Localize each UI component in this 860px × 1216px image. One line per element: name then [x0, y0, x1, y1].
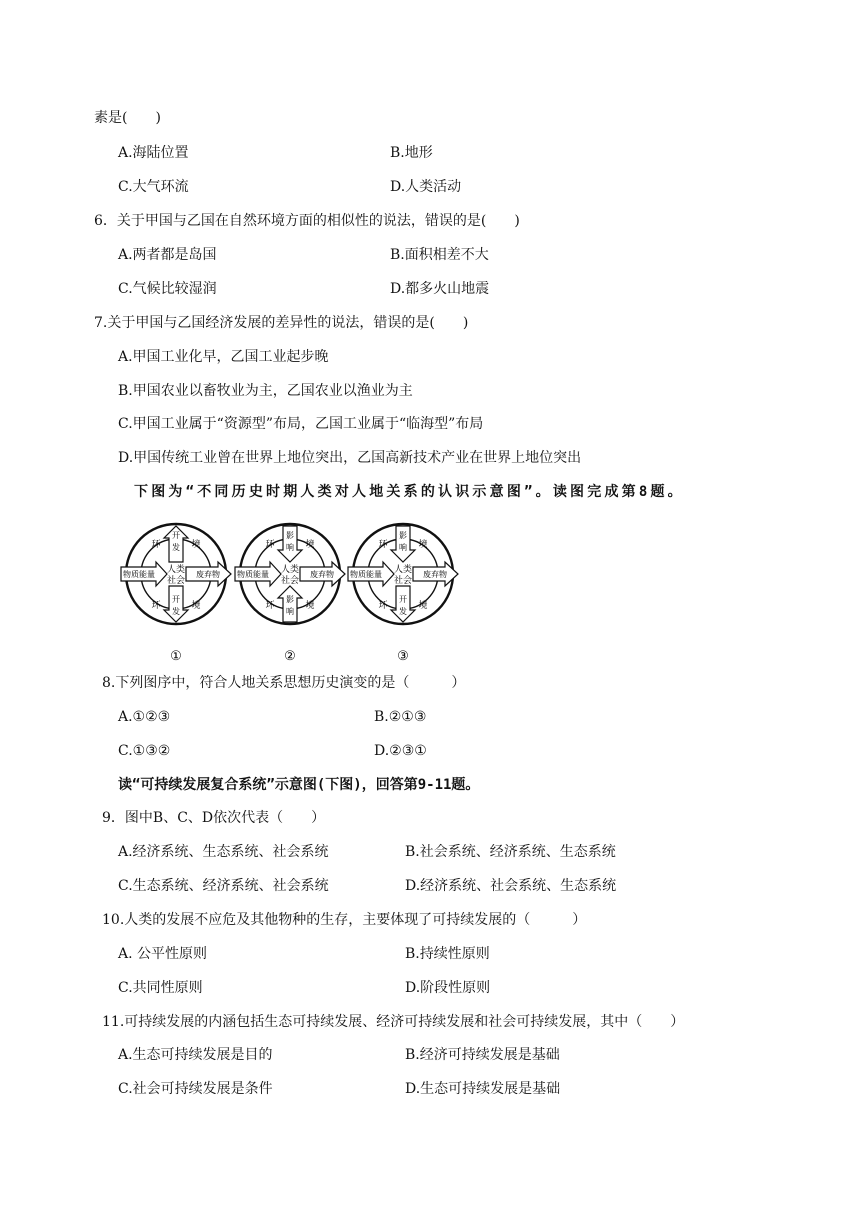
svg-text:境: 境 [418, 540, 428, 550]
svg-text:响: 响 [399, 543, 407, 552]
d1-develop-top-1: 开 [172, 531, 180, 540]
svg-text:物质能量: 物质能量 [237, 570, 269, 579]
caption-1: ① [170, 649, 182, 664]
q10-stem: 10.人类的发展不应危及其他物种的生存，主要体现了可持续发展的（ ） [102, 912, 587, 928]
q11-stem: 11.可持续发展的内涵包括生态可持续发展、经济可持续发展和社会可持续发展，其中（ ） [102, 1014, 685, 1030]
svg-text:废弃物: 废弃物 [423, 570, 447, 579]
q11-option-b: B.经济可持续发展是基础 [405, 1047, 560, 1063]
q5-stem-tail: 素是( ) [94, 110, 161, 126]
q11-option-c: C.社会可持续发展是条件 [118, 1081, 273, 1097]
q10-option-a: A. 公平性原则 [118, 946, 208, 962]
q6-stem: 6．关于甲国与乙国在自然环境方面的相似性的说法，错误的是( ) [94, 213, 520, 229]
d1-develop-bottom-1: 开 [172, 595, 180, 604]
q8-stem: 8.下列图序中，符合人地关系思想历史演变的是（ ） [102, 675, 466, 691]
q6-option-a: A.两者都是岛国 [118, 247, 217, 263]
d1-env2-top: 境 [191, 540, 201, 550]
caption-2: ② [284, 649, 296, 664]
svg-text:发: 发 [399, 607, 407, 616]
d1-center2: 社会 [166, 576, 186, 586]
q8-option-b: B.②①③ [374, 709, 427, 725]
q9-intro: 读“可持续发展复合系统”示意图(下图)，回答第9-11题。 [118, 777, 480, 793]
q7-option-c: C.甲国工业属于“资源型”布局，乙国工业属于“临海型”布局 [118, 416, 484, 432]
diagram-2 [235, 524, 345, 624]
q8-option-a: A.①②③ [118, 709, 171, 725]
q5-option-c: C.大气环流 [118, 179, 189, 195]
q5-option-d: D.人类活动 [390, 179, 462, 195]
q10-option-c: C.共同性原则 [118, 980, 203, 996]
q9-option-a: A.经济系统、生态系统、社会系统 [118, 844, 329, 860]
d1-center1: 人类 [166, 565, 186, 575]
q6-option-c: C.气候比较湿润 [118, 281, 217, 297]
svg-text:境: 境 [305, 540, 315, 550]
q7-stem: 7.关于甲国与乙国经济发展的差异性的说法，错误的是( ) [94, 315, 469, 331]
svg-text:环: 环 [265, 601, 275, 611]
q10-option-d: D.阶段性原则 [405, 980, 491, 996]
svg-text:社会: 社会 [280, 576, 300, 586]
diagram-3 [348, 524, 458, 624]
q8-option-d: D.②③① [374, 743, 427, 759]
q9-stem: 9．图中B、C、D依次代表（ ） [102, 810, 326, 826]
svg-text:环: 环 [265, 540, 275, 550]
q11-option-d: D.生态可持续发展是基础 [405, 1081, 561, 1097]
svg-text:影: 影 [286, 595, 294, 604]
q7-option-b: B.甲国农业以畜牧业为主，乙国农业以渔业为主 [118, 383, 413, 399]
svg-text:响: 响 [286, 543, 294, 552]
d1-env2-bottom: 境 [191, 601, 201, 611]
q8-option-c: C.①③② [118, 743, 171, 759]
svg-text:影: 影 [399, 531, 407, 540]
caption-3: ③ [397, 649, 409, 664]
svg-text:废弃物: 废弃物 [310, 570, 334, 579]
d1-env1-bottom: 环 [151, 601, 161, 611]
q9-option-b: B.社会系统、经济系统、生态系统 [405, 844, 616, 860]
q6-option-d: D.都多火山地震 [390, 281, 490, 297]
diagram-1 [121, 524, 231, 624]
q11-option-a: A.生态可持续发展是目的 [118, 1047, 273, 1063]
d1-develop-top-2: 发 [172, 543, 180, 552]
q6-option-b: B.面积相差不大 [390, 247, 489, 263]
q7-option-d: D.甲国传统工业曾在世界上地位突出，乙国高新技术产业在世界上地位突出 [118, 450, 582, 466]
q8-intro: 下图为“不同历史时期人类对人地关系的认识示意图”。读图完成第8题。 [134, 484, 685, 500]
svg-text:社会: 社会 [393, 576, 413, 586]
human-land-relation-figure [118, 522, 447, 667]
q5-option-b: B.地形 [390, 145, 433, 161]
q7-option-a: A.甲国工业化早，乙国工业起步晚 [118, 349, 329, 365]
svg-text:开: 开 [399, 595, 407, 604]
svg-text:境: 境 [418, 601, 428, 611]
svg-text:环: 环 [378, 540, 388, 550]
q9-option-c: C.生态系统、经济系统、社会系统 [118, 878, 329, 894]
q5-option-a: A.海陆位置 [118, 145, 189, 161]
svg-text:影: 影 [286, 531, 294, 540]
d1-left-label: 物质能量 [123, 570, 155, 579]
svg-text:物质能量: 物质能量 [350, 570, 382, 579]
svg-text:境: 境 [305, 601, 315, 611]
d1-env1-top: 环 [151, 540, 161, 550]
d1-right-label: 废弃物 [196, 570, 220, 579]
svg-text:响: 响 [286, 607, 294, 616]
svg-text:环: 环 [378, 601, 388, 611]
q9-option-d: D.经济系统、社会系统、生态系统 [405, 878, 617, 894]
svg-text:人类: 人类 [393, 565, 413, 575]
d1-develop-bottom-2: 发 [172, 607, 180, 616]
svg-text:人类: 人类 [280, 565, 300, 575]
q10-option-b: B.持续性原则 [405, 946, 490, 962]
